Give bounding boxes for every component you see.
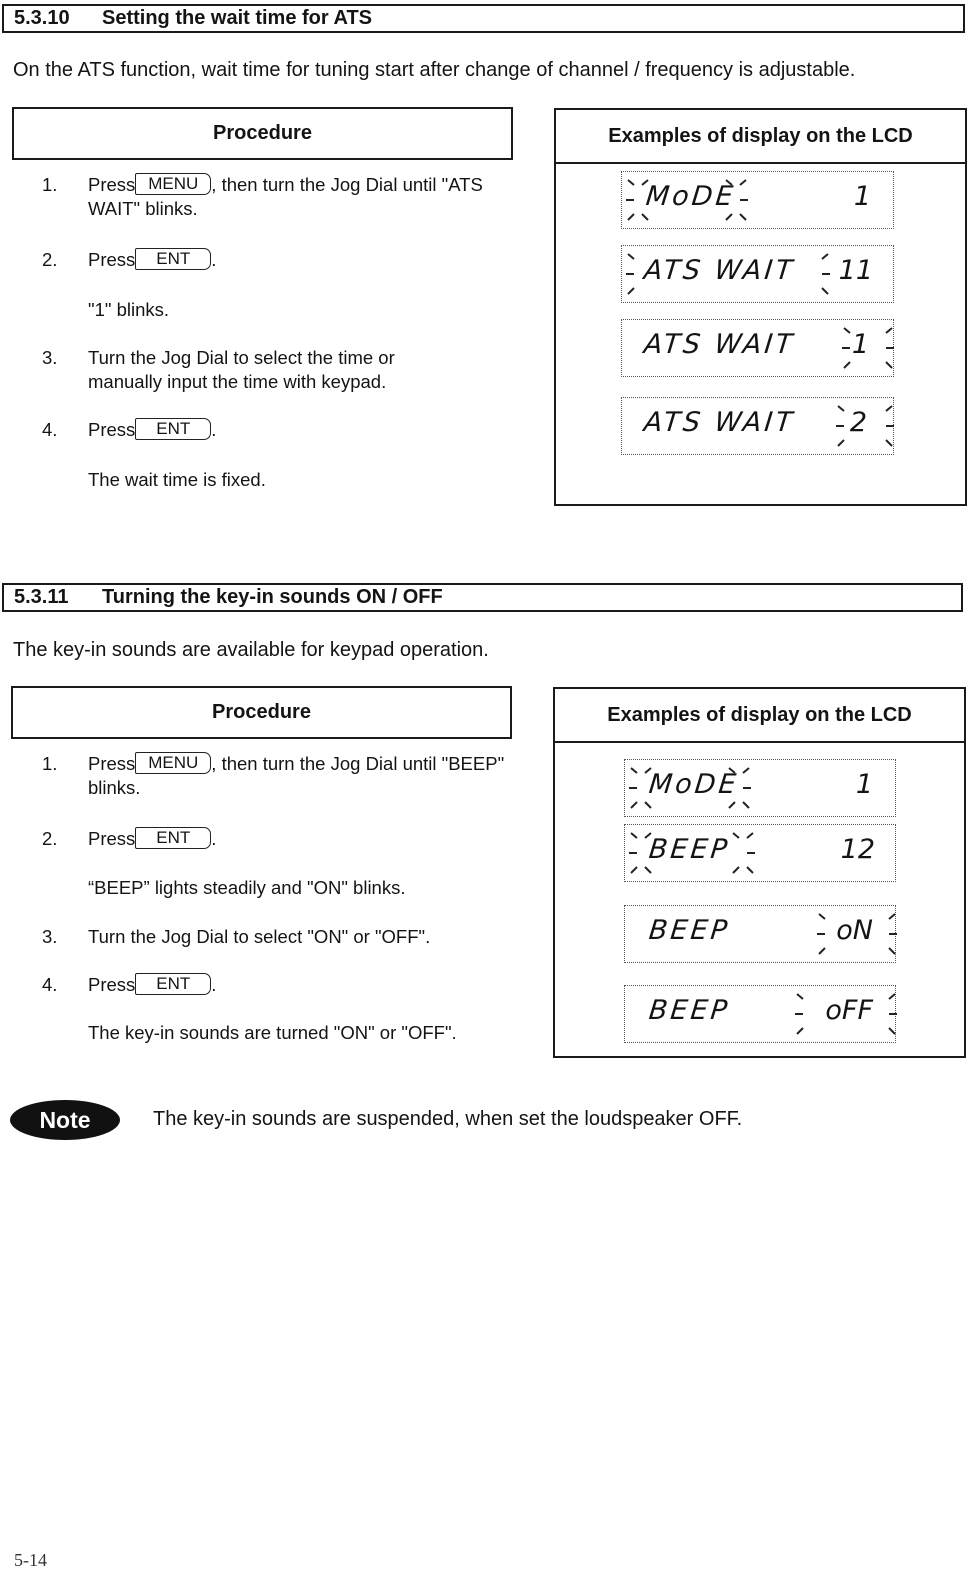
step-number: 3. <box>42 926 58 947</box>
step-text: Turn the Jog Dial to select "ON" or "OFF". <box>88 926 431 947</box>
lcd-display <box>624 759 896 817</box>
step-post: . <box>211 419 217 440</box>
ent-key: ENT <box>135 248 211 270</box>
step-post: , then turn the Jog Dial until "ATS WAIT" blinks. <box>88 174 483 219</box>
step-number: 2. <box>42 828 58 849</box>
lcd-value: 1 <box>855 769 873 800</box>
step-post: . <box>211 249 217 270</box>
procedure-label: Procedure <box>213 122 312 144</box>
lcd-text: BEEP <box>647 915 732 946</box>
menu-key: MENU <box>135 752 211 774</box>
step-number: 3. <box>42 347 58 368</box>
section-intro: The key-in sounds are available for keypad operation. <box>13 639 489 661</box>
step-number: 2. <box>42 249 58 270</box>
lcd-value: 11 <box>838 255 873 286</box>
step-number: 1. <box>42 174 58 195</box>
step-number: 4. <box>42 419 58 440</box>
step-post: . <box>211 974 217 995</box>
section-heading-key-in-sounds <box>2 583 963 612</box>
step-note-text: The wait time is fixed. <box>88 469 266 490</box>
step-note-text: The key-in sounds are turned "ON" or "OFF". <box>88 1022 457 1043</box>
step-number: 1. <box>42 753 58 774</box>
menu-key: MENU <box>135 173 211 195</box>
step-pre: Press <box>88 974 136 995</box>
lcd-display <box>621 171 894 229</box>
blink-marker-icon <box>871 990 899 1038</box>
step-text <box>88 248 508 272</box>
step-text <box>88 827 508 851</box>
blink-marker-icon <box>722 176 750 224</box>
lcd-text: ATS WAIT <box>642 255 797 286</box>
lcd-text: ATS WAIT <box>642 407 797 438</box>
step-pre: Press <box>88 828 136 849</box>
section-number: 5.3.10 <box>14 7 70 29</box>
lcd-value: oN <box>836 915 873 946</box>
lcd-display <box>621 397 894 455</box>
lcd-text: BEEP <box>647 834 732 865</box>
step-text <box>88 752 508 800</box>
section-number: 5.3.11 <box>14 586 69 608</box>
procedure-label: Procedure <box>212 701 311 723</box>
lcd-display <box>624 985 896 1043</box>
step-text <box>88 973 508 997</box>
step-text <box>88 173 508 221</box>
blink-marker-icon <box>793 990 821 1038</box>
ent-key: ENT <box>135 418 211 440</box>
note-badge: Note <box>10 1100 120 1140</box>
lcd-display <box>621 319 894 377</box>
lcd-value: 1 <box>851 329 869 360</box>
blink-marker-icon <box>871 910 899 958</box>
note-text: The key-in sounds are suspended, when set the loudspeaker OFF. <box>153 1108 743 1130</box>
blink-marker-icon <box>804 250 832 298</box>
blink-marker-icon <box>868 324 896 372</box>
page-number: 5-14 <box>14 1550 47 1570</box>
step-pre: Press <box>88 753 136 774</box>
section-intro: On the ATS function, wait time for tuning start after change of channel / frequency is adjustable. <box>13 59 856 81</box>
step-note-text: "1" blinks. <box>88 299 170 320</box>
lcd-value: 2 <box>849 407 867 438</box>
step-text <box>88 418 508 442</box>
section-title: Turning the key-in sounds ON / OFF <box>102 586 443 608</box>
blink-marker-icon <box>725 764 753 812</box>
procedure-header <box>11 686 512 739</box>
procedure-header <box>12 107 513 160</box>
section-title: Setting the wait time for ATS <box>102 7 373 29</box>
lcd-text: BEEP <box>647 995 732 1026</box>
lcd-examples-header: Examples of display on the LCD <box>555 689 964 743</box>
lcd-value: oFF <box>825 995 873 1026</box>
ent-key: ENT <box>135 827 211 849</box>
step-pre: Press <box>88 249 136 270</box>
step-post: . <box>211 828 217 849</box>
step-pre: Press <box>88 174 136 195</box>
blink-marker-icon <box>729 829 757 877</box>
ent-key: ENT <box>135 973 211 995</box>
lcd-value: 12 <box>840 834 875 865</box>
lcd-display <box>624 905 896 963</box>
section-heading-ats-wait <box>2 4 965 33</box>
lcd-text: ATS WAIT <box>642 329 797 360</box>
lcd-text: MoDE <box>644 181 738 212</box>
lcd-text: MoDE <box>647 769 741 800</box>
step-text: Turn the Jog Dial to select the time or manually input the time with keypad. <box>88 347 395 392</box>
step-number: 4. <box>42 974 58 995</box>
step-pre: Press <box>88 419 136 440</box>
blink-marker-icon <box>868 402 896 450</box>
lcd-value: 1 <box>853 181 871 212</box>
lcd-display <box>621 245 894 303</box>
step-note-text: “BEEP” lights steadily and "ON" blinks. <box>88 877 406 898</box>
step-post: , then turn the Jog Dial until "BEEP" blinks. <box>88 753 505 798</box>
lcd-examples-header: Examples of display on the LCD <box>556 110 965 164</box>
lcd-display <box>624 824 896 882</box>
